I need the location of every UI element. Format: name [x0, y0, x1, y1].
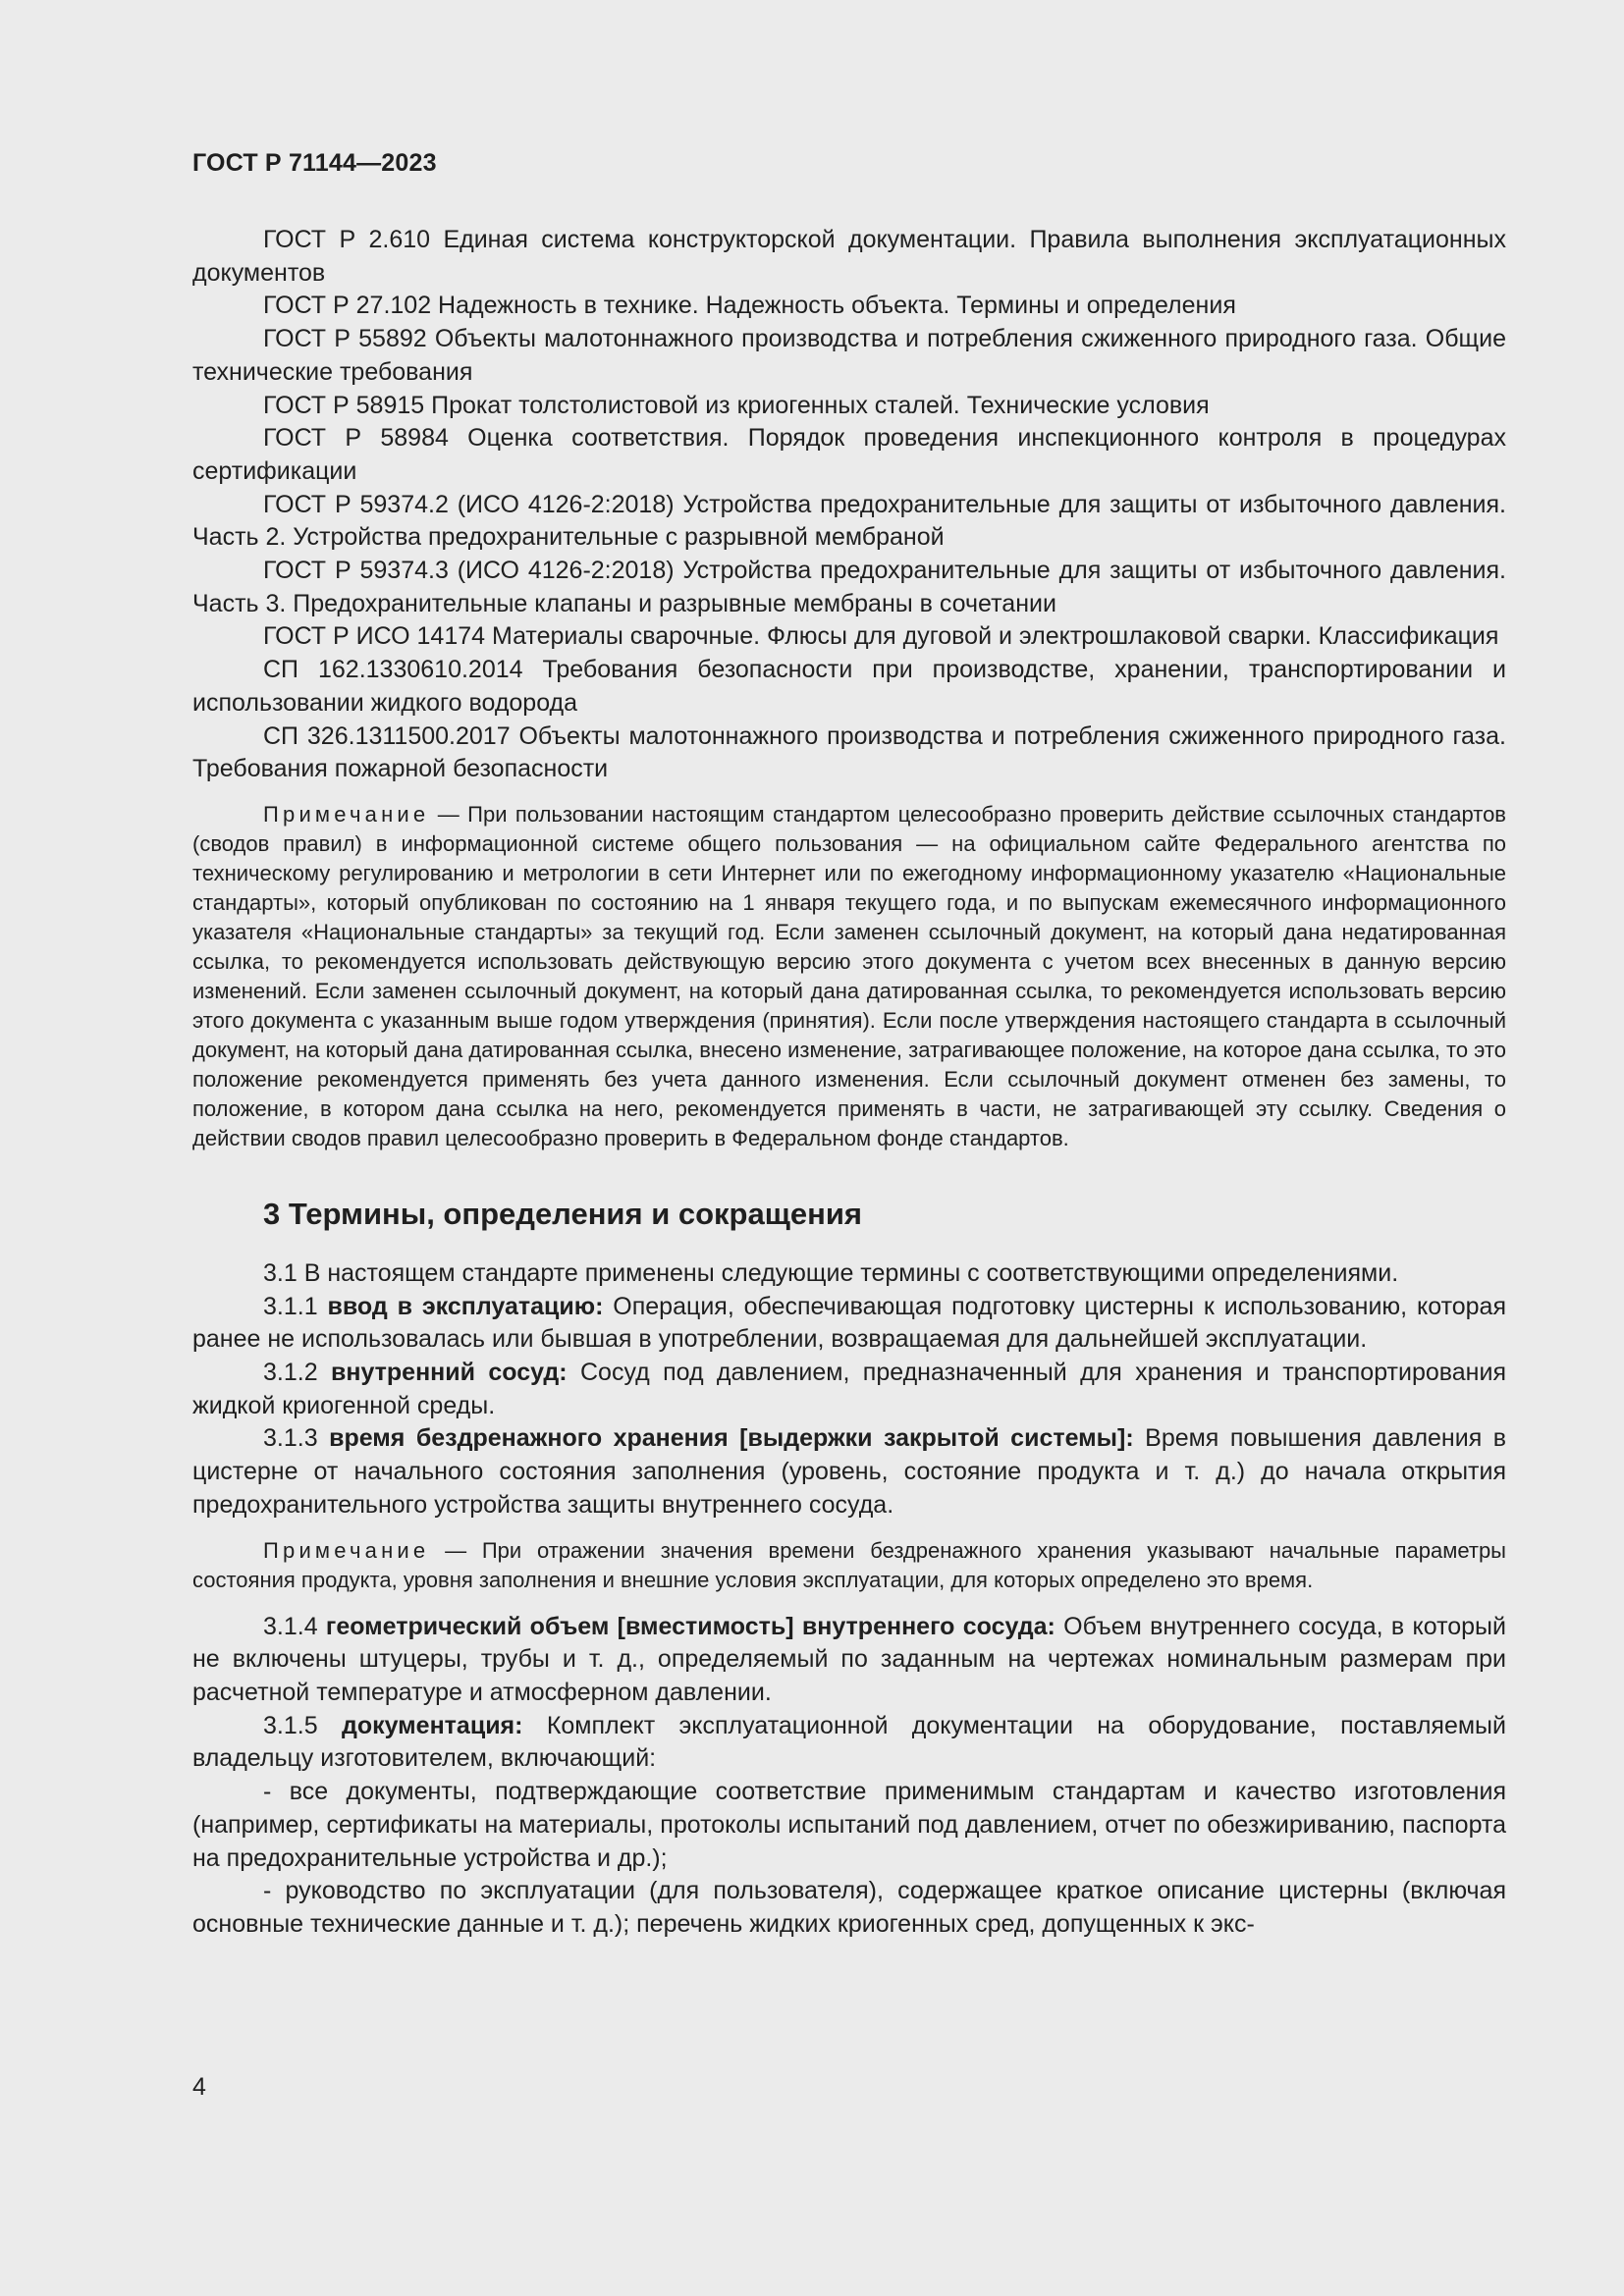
- reference-item: СП 326.1311500.2017 Объекты малотоннажного производства и потребления сжиженного природного газа. Требования пожарной безопасности: [192, 721, 1506, 783]
- term-name: время бездренажного хранения [выдержки закрытой системы]:: [329, 1424, 1134, 1453]
- note-label: Примечание: [263, 1537, 430, 1563]
- reference-item: ГОСТ Р 58984 Оценка соответствия. Порядок проведения инспекционного контроля в процедурах сертификации: [192, 424, 1506, 485]
- reference-item: ГОСТ Р 27.102 Надежность в технике. Надежность объекта. Термины и определения: [263, 292, 1236, 320]
- term-number: 3.1.3: [263, 1424, 330, 1453]
- term-3-1-2: [192, 1357, 1506, 1422]
- paragraph-3-1: 3.1 В настоящем стандарте применены следующие термины с соответствующими определениями.: [263, 1258, 1399, 1287]
- term-definition: Сосуд под давлением, предназначенный для хранения и транспортирования жидкой криогенной среды.: [192, 1359, 1506, 1419]
- term-definition: Комплект эксплуатационной документации на оборудование, поставляемый владельцу изготовителем, включающий:: [192, 1711, 1506, 1773]
- note-label: Примечание: [263, 801, 430, 827]
- note-text: — При отражении значения времени бездренажного хранения указывают начальные параметры состояния продукта, уровня заполнения и внешние условия эксплуатации, для которых определено это время.: [192, 1537, 1506, 1592]
- term-name: геометрический объем [вместимость] внутреннего сосуда:: [325, 1612, 1056, 1640]
- term-definition: Объем внутреннего сосуда, в который не включены штуцеры, трубы и т. д., определяемый по заданным на чертежах номинальным размерам при расчетной температуре и атмосферном давлении.: [192, 1612, 1506, 1706]
- term-name: внутренний сосуд:: [330, 1359, 568, 1387]
- reference-item: СП 162.1330610.2014 Требования безопасности при производстве, хранении, транспортировании и использовании жидкого водорода: [192, 656, 1506, 717]
- list-item: - все документы, подтверждающие соответствие применимым стандартам и качество изготовления (например, сертификаты на материалы, протоколы испытаний под давлением, отчет по обезжириванию, паспорта на предохранительные устройства и др.);: [192, 1778, 1506, 1872]
- reference-item: ГОСТ Р ИСО 14174 Материалы сварочные. Флюсы для дуговой и электрошлаковой сварки. Классификация: [263, 622, 1499, 651]
- term-definition: Время повышения давления в цистерне от начального состояния заполнения (уровень, состояние продукта и т. д.) до начала открытия предохранительного устройства защиты внутреннего сосуда.: [192, 1424, 1506, 1519]
- reference-item: ГОСТ Р 2.610 Единая система конструкторской документации. Правила выполнения эксплуатационных документов: [192, 226, 1506, 287]
- reference-item: ГОСТ Р 58915 Прокат толстолистовой из криогенных сталей. Технические условия: [263, 391, 1210, 419]
- term-number: 3.1.1: [263, 1292, 328, 1320]
- term-name: документация:: [341, 1711, 523, 1739]
- term-3-1-4: [192, 1611, 1506, 1710]
- reference-item: ГОСТ Р 59374.2 (ИСО 4126-2:2018) Устройства предохранительные для защиты от избыточного давления. Часть 2. Устройства предохранительные с разрывной мембраной: [192, 490, 1506, 552]
- reference-list: [192, 224, 1506, 786]
- term-3-1-5: [192, 1710, 1506, 1776]
- references-note: [192, 800, 1506, 1153]
- term-number: 3.1.2: [263, 1359, 331, 1387]
- term-3-1-3: [192, 1422, 1506, 1522]
- note-text: — При пользовании настоящим стандартом целесообразно проверить действие ссылочных стандартов (сводов правил) в информационной системе общего пользования — на официальном сайте Федерального агентства по техническому регулированию и метрологии в сети Интернет или по ежегодному информационному указателю «Национальные стандарты», который опубликован по состоянию на 1 января текущего года, и по выпускам ежемесячного информационного указателя «Национальные стандарты» за текущий год. Если заменен ссылочный документ, на который дана недатированная ссылка, то рекомендуется использовать действующую версию этого документа с учетом всех внесенных в данную версию изменений. Если заменен ссылочный документ, на который дана датированная ссылка, то рекомендуется использовать версию этого документа с указанным выше годом утверждения (принятия). Если после утверждения настоящего стандарта в ссылочный документ, на который дана датированная ссылка, внесено изменение, затрагивающее положение, на которое дана ссылка, то это положение рекомендуется применять без учета данного изменения. Если ссылочный документ отменен без замены, то положение, в котором дана ссылка на него, рекомендуется применять в части, не затрагивающей эту ссылку. Сведения о действии сводов правил целесообразно проверить в Федеральном фонде стандартов.: [192, 801, 1506, 1150]
- document-header-id: ГОСТ Р 71144—2023: [192, 149, 437, 177]
- page-number: 4: [192, 2073, 206, 2101]
- list-item: - руководство по эксплуатации (для пользователя), содержащее краткое описание цистерны (включая основные технические данные и т. д.); перечень жидких криогенных сред, допущенных к экс-: [192, 1877, 1506, 1938]
- term-3-1-1: [192, 1291, 1506, 1357]
- reference-item: ГОСТ Р 55892 Объекты малотоннажного производства и потребления сжиженного природного газа. Общие технические требования: [192, 325, 1506, 386]
- term-note: [192, 1536, 1506, 1595]
- term-definition: Операция, обеспечивающая подготовку цистерны к использованию, которая ранее не использовалась или бывшая в употреблении, возвращаемая для дальнейшей эксплуатации.: [192, 1292, 1507, 1354]
- term-number: 3.1.4: [263, 1612, 326, 1640]
- term-number: 3.1.5: [263, 1711, 342, 1739]
- term-name: ввод в эксплуатацию:: [327, 1292, 604, 1320]
- document-body: [192, 224, 1506, 1942]
- section-heading: 3 Термины, определения и сокращения: [263, 1196, 862, 1231]
- reference-item: ГОСТ Р 59374.3 (ИСО 4126-2:2018) Устройства предохранительные для защиты от избыточного давления. Часть 3. Предохранительные клапаны и разрывные мембраны в сочетании: [192, 557, 1506, 617]
